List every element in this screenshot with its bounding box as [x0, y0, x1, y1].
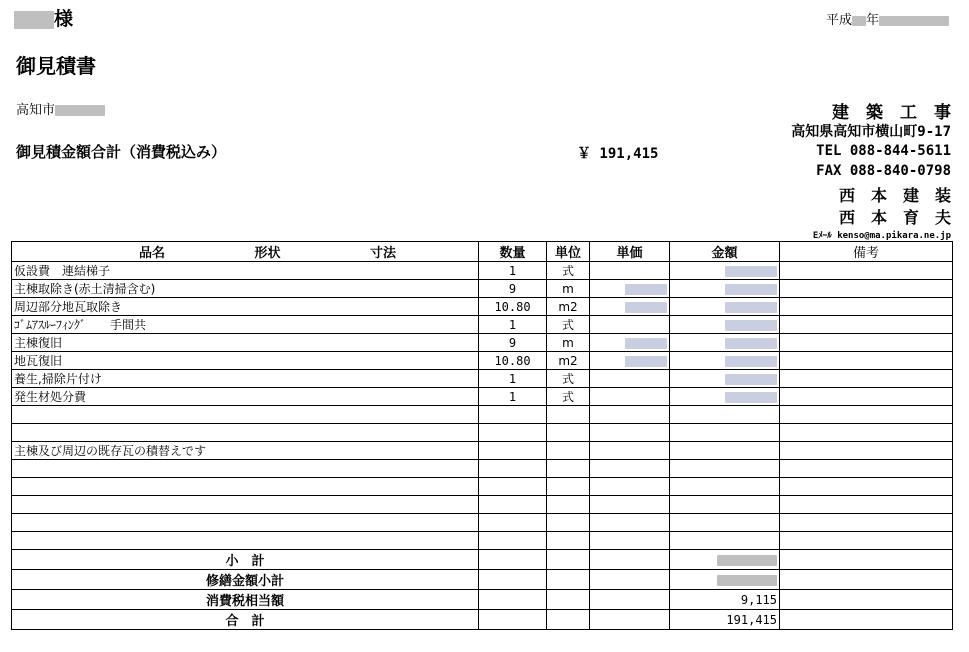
- item-note: [780, 442, 953, 460]
- item-qty: [479, 514, 547, 532]
- item-unit: 式: [547, 388, 590, 406]
- item-qty: 10.80: [479, 298, 547, 316]
- redacted-name: [14, 11, 54, 29]
- total-label: 御見積金額合計（消費税込み）: [16, 143, 227, 161]
- item-qty: [479, 532, 547, 550]
- estimate-table: [11, 241, 953, 630]
- adjusted-subtotal-amount: [670, 570, 780, 590]
- item-unit: [547, 478, 590, 496]
- item-unit-price: [590, 424, 670, 442]
- subtotal-row: [12, 550, 953, 570]
- company-fax: FAX 088-840-0798: [816, 163, 951, 179]
- item-name: 主棟復旧: [12, 334, 479, 352]
- item-note: [780, 352, 953, 370]
- item-name: 発生材処分費: [12, 388, 479, 406]
- item-qty: [479, 496, 547, 514]
- item-unit-price: [590, 532, 670, 550]
- item-unit-price: [590, 352, 670, 370]
- item-amount: [670, 478, 780, 496]
- redacted-date: [879, 16, 949, 26]
- item-qty: [479, 406, 547, 424]
- item-unit: m2: [547, 298, 590, 316]
- item-unit-price: [590, 442, 670, 460]
- item-unit-price: [590, 478, 670, 496]
- item-note: [780, 334, 953, 352]
- table-row: [12, 298, 953, 316]
- table-body: [12, 262, 953, 550]
- item-unit: m: [547, 280, 590, 298]
- item-unit-price: [590, 280, 670, 298]
- total-amount: ￥ 191,415: [577, 146, 659, 162]
- item-qty: 1: [479, 316, 547, 334]
- item-unit: [547, 460, 590, 478]
- item-name: [12, 478, 479, 496]
- item-qty: 1: [479, 388, 547, 406]
- addressee: 様: [14, 4, 73, 31]
- redacted-value: [725, 284, 777, 295]
- issue-date: 平成 年: [826, 9, 949, 28]
- redacted-address: [55, 105, 105, 116]
- tax-amount: 9,115: [670, 590, 780, 610]
- table-row: [12, 496, 953, 514]
- company-person: 西 本 育 夫: [838, 208, 951, 227]
- item-unit-price: [590, 262, 670, 280]
- item-note: [780, 478, 953, 496]
- item-note: [780, 514, 953, 532]
- redacted-value: [625, 356, 667, 367]
- item-name: [12, 532, 479, 550]
- item-amount: [670, 388, 780, 406]
- item-unit-price: [590, 298, 670, 316]
- item-unit: [547, 442, 590, 460]
- table-row: [12, 442, 953, 460]
- item-amount: [670, 460, 780, 478]
- table-row: [12, 280, 953, 298]
- item-note: [780, 532, 953, 550]
- table-row: [12, 370, 953, 388]
- item-name: 仮設費 連結梯子: [12, 262, 479, 280]
- item-name: [12, 496, 479, 514]
- item-unit-price: [590, 514, 670, 532]
- company-email: Eﾒｰﾙ kenso@ma.pikara.ne.jp: [812, 231, 951, 241]
- grand-total-label: 合 計: [12, 610, 479, 630]
- redacted-year: [852, 16, 866, 26]
- item-amount: [670, 280, 780, 298]
- item-note: [780, 424, 953, 442]
- recipient-address: 高知市: [16, 99, 105, 118]
- table-row: [12, 406, 953, 424]
- item-qty: [479, 442, 547, 460]
- item-name: 周辺部分地瓦取除き: [12, 298, 479, 316]
- item-amount: [670, 298, 780, 316]
- header-unit: 単位: [547, 242, 590, 262]
- item-note: [780, 316, 953, 334]
- adjusted-subtotal-label: 修繕金額小計: [12, 570, 479, 590]
- item-qty: 1: [479, 262, 547, 280]
- page-title: 御見積書: [16, 54, 96, 78]
- table-header: [12, 242, 953, 262]
- item-unit-price: [590, 388, 670, 406]
- table-row: [12, 316, 953, 334]
- item-amount: [670, 262, 780, 280]
- tax-label: 消費税相当額: [12, 590, 479, 610]
- item-unit: [547, 514, 590, 532]
- redacted-value: [725, 266, 777, 277]
- item-name: 養生,掃除片付け: [12, 370, 479, 388]
- item-unit-price: [590, 370, 670, 388]
- subtotal-label: 小 計: [12, 550, 479, 570]
- item-name: [12, 460, 479, 478]
- item-amount: [670, 424, 780, 442]
- redacted-value: [625, 302, 667, 313]
- redacted-value: [717, 555, 777, 566]
- redacted-value: [625, 338, 667, 349]
- item-note: [780, 406, 953, 424]
- item-name: 主棟取除き(赤土清掃含む): [12, 280, 479, 298]
- table-row: [12, 262, 953, 280]
- item-note: [780, 298, 953, 316]
- grand-total-row: [12, 610, 953, 630]
- item-unit: [547, 406, 590, 424]
- item-amount: [670, 496, 780, 514]
- table-row: [12, 424, 953, 442]
- adjusted-subtotal-row: [12, 570, 953, 590]
- header-item: 品名 形状 寸法: [12, 242, 479, 262]
- redacted-value: [725, 338, 777, 349]
- redacted-value: [717, 575, 777, 586]
- item-name: ｺﾞﾑｱｽﾙｰﾌｨﾝｸﾞ 手間共: [12, 316, 479, 334]
- header-amount: 金額: [670, 242, 780, 262]
- item-amount: [670, 514, 780, 532]
- item-unit-price: [590, 334, 670, 352]
- redacted-value: [725, 320, 777, 331]
- item-note: [780, 388, 953, 406]
- item-unit-price: [590, 460, 670, 478]
- item-unit-price: [590, 496, 670, 514]
- item-amount: [670, 316, 780, 334]
- item-unit: m: [547, 334, 590, 352]
- item-qty: 9: [479, 280, 547, 298]
- item-unit-price: [590, 316, 670, 334]
- redacted-value: [725, 392, 777, 403]
- item-qty: 9: [479, 334, 547, 352]
- table-row: [12, 514, 953, 532]
- redacted-value: [725, 374, 777, 385]
- item-name: [12, 406, 479, 424]
- table-row: [12, 352, 953, 370]
- item-unit: [547, 424, 590, 442]
- item-name: [12, 514, 479, 532]
- item-name: 主棟及び周辺の既存瓦の積替えです: [12, 442, 479, 460]
- table-row: [12, 532, 953, 550]
- item-qty: 1: [479, 370, 547, 388]
- company-tel: TEL 088-844-5611: [816, 143, 951, 159]
- item-amount: [670, 334, 780, 352]
- item-qty: [479, 478, 547, 496]
- item-name: 地瓦復旧: [12, 352, 479, 370]
- header-price: 単価: [590, 242, 670, 262]
- subtotal-amount: [670, 550, 780, 570]
- table-row: [12, 460, 953, 478]
- company-firm: 西 本 建 装: [838, 186, 951, 205]
- redacted-value: [725, 302, 777, 313]
- item-amount: [670, 532, 780, 550]
- redacted-value: [625, 284, 667, 295]
- header-qty: 数量: [479, 242, 547, 262]
- item-name: [12, 424, 479, 442]
- grand-total-amount: 191,415: [670, 610, 780, 630]
- item-qty: 10.80: [479, 352, 547, 370]
- item-unit: [547, 532, 590, 550]
- item-unit: [547, 496, 590, 514]
- item-qty: [479, 424, 547, 442]
- item-note: [780, 460, 953, 478]
- item-unit: m2: [547, 352, 590, 370]
- item-qty: [479, 460, 547, 478]
- item-amount: [670, 442, 780, 460]
- item-amount: [670, 352, 780, 370]
- table-row: [12, 478, 953, 496]
- item-note: [780, 280, 953, 298]
- table-row: [12, 334, 953, 352]
- redacted-value: [725, 356, 777, 367]
- item-amount: [670, 406, 780, 424]
- company-type: 建 築 工 事: [832, 103, 951, 123]
- header-note: 備考: [780, 242, 953, 262]
- company-address: 高知県高知市横山町9-17: [791, 124, 951, 140]
- item-unit: 式: [547, 262, 590, 280]
- table-row: [12, 388, 953, 406]
- item-unit-price: [590, 406, 670, 424]
- item-unit: 式: [547, 316, 590, 334]
- item-note: [780, 496, 953, 514]
- item-unit: 式: [547, 370, 590, 388]
- item-amount: [670, 370, 780, 388]
- item-note: [780, 370, 953, 388]
- item-note: [780, 262, 953, 280]
- tax-row: [12, 590, 953, 610]
